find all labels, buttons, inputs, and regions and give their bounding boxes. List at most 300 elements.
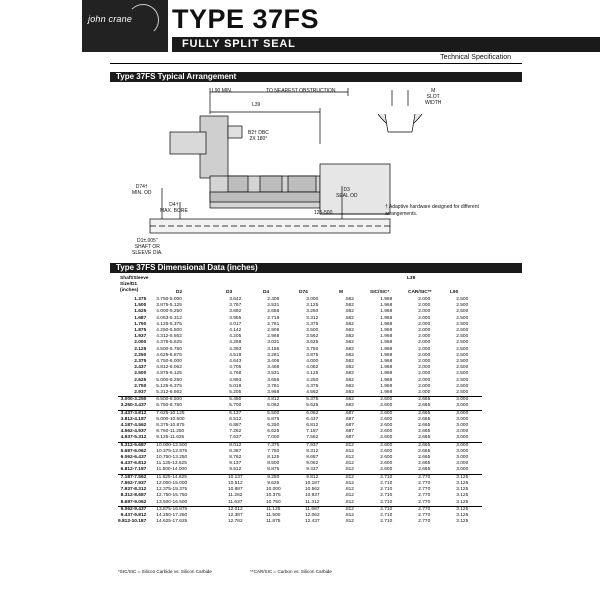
table-cell: 3.000 — [456, 423, 469, 429]
table-cell: .562 — [344, 309, 354, 315]
table-cell: 2.665 — [418, 467, 431, 473]
table-cell: 3.000 — [456, 467, 469, 473]
table-cell: 4.250-5.500 — [156, 328, 182, 334]
header-d2: D2 — [176, 290, 183, 295]
table-cell: 8.687 — [306, 455, 319, 461]
table-cell: 10.750 — [265, 499, 281, 505]
table-cell: 7.187 — [306, 429, 319, 435]
table-cell: 10.562 — [304, 487, 320, 493]
table-cell: 2.600 — [366, 410, 406, 417]
table-cell: 4.812 — [254, 397, 292, 404]
table-cell: 5.700 — [229, 403, 242, 409]
table-cell: 5.625 — [306, 403, 319, 409]
table-cell: .562 — [344, 340, 354, 346]
table-cell: 2.000 — [418, 303, 431, 309]
label-d74: D74† MIN. OD — [132, 184, 152, 196]
table-cell: 1.968 — [380, 365, 393, 371]
table-cell: 3.531 — [267, 371, 280, 377]
table-cell: 2.665 — [418, 403, 431, 409]
table-cell: 3.968 — [267, 390, 280, 396]
label-l39: L39 — [252, 102, 261, 108]
table-cell: 1.968 — [380, 315, 393, 321]
table-row — [118, 435, 482, 442]
header-sic-sic: SIC/SIC* — [370, 290, 390, 295]
table-cell: 2.500 — [456, 309, 469, 315]
table-cell: 3.000 — [456, 403, 469, 409]
table-cell: 9.437 — [306, 467, 319, 473]
table-cell: 2.000 — [418, 390, 431, 396]
table-cell: 2.000 — [418, 371, 431, 377]
table-cell: 8.312-8.687 — [120, 493, 147, 499]
table-cell: 4.625-5.875 — [156, 352, 182, 358]
table-cell: 10.375-12.875 — [156, 448, 188, 454]
table-cell: 4.125 — [306, 371, 319, 377]
table-cell: 3.892 — [229, 309, 242, 315]
table-cell: 12.750-15.750 — [156, 493, 188, 499]
table-cell: 2.770 — [406, 506, 442, 513]
table-cell: 2.937 — [134, 390, 147, 396]
table-cell: 2.500 — [456, 365, 469, 371]
table-cell: 3.125 — [456, 499, 469, 505]
header-d74: D74 — [299, 290, 308, 295]
table-cell: 2.000 — [418, 340, 431, 346]
table-cell: 2.750 — [134, 383, 147, 389]
table-cell: 1.750 — [134, 321, 147, 327]
table-cell: 10.750-13.250 — [156, 455, 188, 461]
table-cell: 2.000 — [418, 315, 431, 321]
table-cell: 3.125 — [456, 519, 469, 525]
table-cell: 2.665 — [418, 423, 431, 429]
table-cell: .812 — [344, 480, 354, 486]
table-cell: 1.875 — [134, 328, 147, 334]
table-cell: 3.000 — [442, 442, 482, 449]
header-l39: L39 — [407, 276, 416, 281]
table-cell: 11.312 — [305, 499, 320, 505]
table-cell: 2.500 — [456, 297, 469, 302]
table-cell: 11.262 — [228, 493, 243, 499]
table-row — [118, 506, 482, 513]
table-cell: .812 — [332, 474, 366, 481]
table-cell: 9.062-9.437 — [118, 506, 148, 513]
table-cell: 2.500 — [456, 321, 469, 327]
table-cell: 1.968 — [380, 303, 393, 309]
table-cell: 6.500-8.500 — [148, 397, 216, 404]
table-cell: 1.968 — [380, 383, 393, 389]
table-cell: 4.375-5.625 — [156, 340, 182, 346]
table-cell: .562 — [344, 390, 354, 396]
table-cell: 1.968 — [380, 297, 393, 302]
table-cell: 2.600 — [380, 461, 393, 467]
table-cell: 11.875 — [266, 519, 281, 525]
table-cell: 2.531 — [267, 303, 280, 309]
table-cell: 3.250-3.437 — [120, 403, 147, 409]
table-cell: 7.937 — [292, 442, 332, 449]
table-cell: 2.500 — [456, 303, 469, 309]
table-cell: 2.000 — [418, 383, 431, 389]
table-cell: 8.500 — [267, 461, 280, 467]
table-cell: 4.812-6.062 — [156, 365, 182, 371]
table-row — [118, 474, 482, 481]
table-cell: 2.770 — [418, 493, 431, 499]
table-cell: 6.250 — [267, 423, 280, 429]
table-cell: 6.062-6.437 — [120, 455, 147, 461]
table-cell: 3.656 — [267, 377, 280, 383]
table-cell: 8.875 — [267, 467, 280, 473]
table-cell: 2.665 — [418, 416, 431, 422]
table-cell: 5.205 — [229, 390, 242, 396]
table-row — [118, 410, 482, 417]
table-cell: 2.500 — [456, 315, 469, 321]
table-cell: 2.770 — [418, 519, 431, 525]
table-cell: 10.887 — [227, 487, 243, 493]
table-cell: 13.875-16.875 — [148, 506, 216, 513]
table-cell: 3.312 — [306, 315, 319, 321]
table-cell: 3.875-5.125 — [156, 303, 182, 309]
table-cell: 2.665 — [418, 435, 431, 441]
table-cell: .562 — [344, 359, 354, 365]
table-cell: 2.665 — [418, 448, 431, 454]
label-nearest-obstruction: TO NEAREST OBSTRUCTION — [266, 88, 336, 94]
table-cell: 2.500 — [456, 390, 469, 396]
table-cell: 9.812-10.187 — [118, 519, 147, 525]
table-cell: 4.518 — [229, 352, 242, 358]
logo-text: john crane — [88, 14, 133, 24]
table-cell: 2.781 — [267, 321, 280, 327]
table-cell: 4.062 — [306, 365, 319, 371]
table-cell: .562 — [344, 377, 354, 383]
table-cell: .562 — [344, 303, 354, 309]
table-cell: 8.387 — [229, 448, 242, 454]
table-cell: 4.187-4.562 — [120, 423, 147, 429]
table-cell: 4.562-4.937 — [120, 429, 147, 435]
table-cell: 2.000 — [418, 346, 431, 352]
table-cell: 12.012 — [216, 506, 254, 513]
table-cell: 4.125-5.375 — [156, 321, 182, 327]
table-cell: 12.062 — [304, 512, 320, 518]
table-cell: 7.562-7.937 — [120, 480, 147, 486]
table-row — [118, 390, 482, 397]
table-cell: 7.000 — [267, 435, 280, 441]
table-cell: 3.875 — [306, 352, 319, 358]
table-cell: .562 — [344, 334, 354, 340]
table-cell: 8.125 — [267, 455, 280, 461]
table-cell: .562 — [344, 315, 354, 321]
table-cell: 2.968 — [267, 334, 280, 340]
table-cell: 13.500-16.500 — [156, 499, 188, 505]
table-cell: 2.665 — [406, 442, 442, 449]
table-cell: 7.625-10.125 — [148, 410, 216, 417]
adaptive-hardware-note: † Adaptive hardware designed for different arrangements. — [385, 204, 479, 217]
table-cell: .812 — [344, 499, 354, 505]
table-cell: 6.625 — [267, 429, 280, 435]
table-cell: 12.437 — [304, 519, 320, 525]
table-cell: 2.600 — [366, 397, 406, 404]
table-cell: 4.393 — [229, 346, 242, 352]
table-cell: 3.000 — [442, 397, 482, 404]
table-cell: 6.437 — [306, 416, 319, 422]
table-cell: 3.468 — [267, 365, 280, 371]
table-cell: 11.625-14.625 — [148, 474, 216, 481]
table-cell: 1.968 — [380, 359, 393, 365]
page-subtitle: FULLY SPLIT SEAL — [182, 38, 296, 50]
table-row — [118, 500, 482, 507]
table-cell: .562 — [344, 346, 354, 352]
table-cell: 4.643 — [229, 359, 242, 365]
table-cell: 4.205 — [229, 334, 242, 340]
table-cell: 14.625-17.625 — [156, 519, 188, 525]
table-cell: 4.017 — [229, 321, 242, 327]
table-cell: 2.437 — [134, 365, 147, 371]
table-cell: 4.937-5.312 — [120, 435, 147, 441]
table-cell: 7.750 — [267, 448, 280, 454]
header-divider — [110, 63, 522, 64]
table-cell: 2.600 — [380, 403, 393, 409]
table-cell: 5.450 — [216, 397, 254, 404]
table-cell: 2.718 — [267, 315, 280, 321]
table-row — [118, 442, 482, 449]
table-cell: 7.262 — [229, 429, 242, 435]
table-cell: 4.312-5.562 — [156, 334, 182, 340]
table-cell: 2.710 — [366, 474, 406, 481]
table-cell: 1.968 — [380, 377, 393, 383]
table-cell: 4.562 — [306, 390, 319, 396]
label-m-slot-width: M SLOT WIDTH — [425, 88, 442, 106]
table-cell: 2.770 — [418, 499, 431, 505]
table-cell: .812 — [344, 493, 354, 499]
table-cell: 2.906 — [267, 328, 280, 334]
label-l90: L90 MIN. — [212, 88, 233, 94]
table-cell: 2.600 — [380, 416, 393, 422]
table-cell: 3.000 — [456, 461, 469, 467]
table-cell: 2.600 — [380, 429, 393, 435]
table-cell: 3.125 — [456, 512, 469, 518]
label-d3: D3 SEAL OD — [336, 187, 358, 199]
table-cell: 3.000-3.250 — [118, 397, 148, 404]
page-title: TYPE 37FS — [172, 4, 320, 34]
table-cell: 9.625 — [267, 480, 280, 486]
table-cell: 4.875-6.125 — [156, 371, 182, 377]
table-cell: 1.968 — [380, 390, 393, 396]
table-cell: 8.000-10.500 — [156, 416, 185, 422]
table-cell: 2.770 — [418, 487, 431, 493]
table-cell: 2.406 — [267, 297, 280, 302]
table-cell: 10.000-12.500 — [148, 442, 216, 449]
table-cell: 2.770 — [418, 512, 431, 518]
table-cell: .812 — [332, 442, 366, 449]
table-cell: 1.968 — [380, 309, 393, 315]
table-cell: 9.437-9.812 — [120, 512, 147, 518]
table-cell: 3.767 — [229, 303, 242, 309]
table-cell: 2.710 — [380, 487, 393, 493]
table-cell: 3.000 — [456, 455, 469, 461]
table-cell: 1.625 — [134, 309, 147, 315]
table-cell: 3.281 — [267, 352, 280, 358]
table-cell: 2.000 — [418, 328, 431, 334]
table-cell: 2.250 — [134, 352, 147, 358]
table-cell: .812 — [344, 461, 354, 467]
table-cell: 1.968 — [380, 328, 393, 334]
table-cell: 2.000 — [134, 340, 147, 346]
table-cell: 7.562 — [306, 435, 319, 441]
table-cell: 4.893 — [229, 377, 242, 383]
table-cell: 11.125 — [254, 506, 292, 513]
table-cell: .562 — [344, 321, 354, 327]
table-cell: 10.512 — [227, 480, 243, 486]
table-cell: 2.500 — [456, 359, 469, 365]
table-cell: 3.406 — [267, 359, 280, 365]
table-cell: 7.637 — [229, 435, 242, 441]
table-cell: 3.562 — [306, 334, 319, 340]
table-cell: 10.000 — [265, 487, 281, 493]
table-cell: 2.000 — [418, 377, 431, 383]
table-cell: 2.770 — [418, 480, 431, 486]
table-cell: 3.955 — [229, 315, 242, 321]
table-cell: .687 — [344, 423, 354, 429]
table-cell: 2.710 — [380, 519, 393, 525]
header-shaft-size: Shaft/Sleeve Size/D1 (inches) — [120, 276, 149, 293]
table-cell: 1.968 — [380, 352, 393, 358]
table-cell: .812 — [344, 448, 354, 454]
table-cell: 3.812-4.187 — [120, 416, 147, 422]
table-row — [118, 467, 482, 474]
table-cell: 2.665 — [418, 461, 431, 467]
table-cell: .812 — [344, 455, 354, 461]
table-cell: 5.375 — [292, 397, 332, 404]
label-d4: D4† MAX. BORE — [160, 202, 188, 214]
footnote-sic: *SIC/SIC = Silicon Carbide vs. Silicon Carbide — [118, 569, 212, 574]
table-cell: 3.125 — [306, 303, 319, 309]
table-cell: 3.250 — [306, 309, 319, 315]
table-cell: .562 — [332, 397, 366, 404]
table-cell: 3.375 — [306, 321, 319, 327]
header-m: M — [339, 290, 343, 295]
table-cell: 2.500 — [456, 371, 469, 377]
table-cell: .812 — [344, 467, 354, 473]
table-cell: 4.268 — [229, 340, 242, 346]
table-cell: 11.500 — [266, 512, 281, 518]
table-cell: 9.125-11.625 — [156, 435, 185, 441]
table-cell: 6.062 — [292, 410, 332, 417]
table-cell: 9.137 — [229, 461, 242, 467]
table-cell: 2.600 — [380, 435, 393, 441]
table-cell: .562 — [344, 328, 354, 334]
table-cell: .562 — [344, 365, 354, 371]
table-cell: 6.812 — [306, 423, 319, 429]
table-cell: 8.762 — [229, 455, 242, 461]
table-cell: 6.887 — [229, 423, 242, 429]
section-arrangement-title: Type 37FS Typical Arrangement — [110, 72, 522, 82]
table-cell: 5.062 — [267, 403, 280, 409]
table-cell: .687 — [344, 435, 354, 441]
table-cell: 5.000-6.250 — [156, 377, 182, 383]
table-cell: 4.000-5.250 — [156, 309, 182, 315]
table-cell: 11.500-14.000 — [156, 467, 187, 473]
table-cell: 8.687-9.062 — [120, 499, 147, 505]
table-cell: 2.500 — [456, 328, 469, 334]
table-cell: 2.770 — [406, 474, 442, 481]
table-cell: 2.665 — [406, 410, 442, 417]
table-cell: 6.137 — [216, 410, 254, 417]
table-cell: 3.781 — [267, 383, 280, 389]
table-cell: 4.500-5.750 — [156, 346, 182, 352]
table-cell: 9.512 — [229, 467, 242, 473]
table-cell: 2.600 — [380, 455, 393, 461]
table-cell: 8.012 — [216, 442, 254, 449]
table-cell: 2.000 — [418, 334, 431, 340]
table-cell: 10.937 — [304, 493, 320, 499]
table-cell: 2.710 — [380, 512, 393, 518]
label-125-500: 125-500 — [314, 210, 333, 216]
table-cell: .812 — [344, 487, 354, 493]
table-cell: 11.125-13.625 — [156, 461, 187, 467]
table-cell: 1.937 — [134, 334, 147, 340]
table-cell: 5.125-6.375 — [156, 383, 182, 389]
table-cell: 5.312-5.687 — [118, 442, 148, 449]
table-cell: 3.125 — [456, 480, 469, 486]
table-cell: 1.375 — [134, 297, 147, 302]
table-cell: .562 — [344, 371, 354, 377]
table-cell: 5.312-6.562 — [156, 390, 182, 396]
table-cell: 3.125 — [442, 506, 482, 513]
label-d1: D1±.005" SHAFT OR SLEEVE DIA. — [132, 238, 163, 256]
table-cell: 5.018 — [229, 383, 242, 389]
table-cell: 2.656 — [267, 309, 280, 315]
table-cell: 10.187 — [304, 480, 320, 486]
table-cell: 6.812-7.187 — [120, 467, 147, 473]
table-cell: 7.937-8.312 — [120, 487, 147, 493]
dimensional-data-table — [118, 297, 482, 525]
table-cell: 3.437-3.812 — [118, 410, 148, 417]
table-cell: 3.125 — [456, 493, 469, 499]
table-cell: 3.000 — [456, 448, 469, 454]
table-cell: 6.437-6.812 — [120, 461, 147, 467]
table-cell: 6.512 — [229, 416, 242, 422]
table-cell: 12.387 — [227, 512, 243, 518]
table-cell: 2.000 — [418, 321, 431, 327]
table-cell: 2.710 — [366, 506, 406, 513]
table-cell: 6.750-8.750 — [156, 403, 182, 409]
table-cell: 5.875 — [267, 416, 280, 422]
table-cell: 2.000 — [418, 309, 431, 315]
table-cell: 9.062 — [306, 461, 319, 467]
table-cell: .687 — [332, 410, 366, 417]
table-cell: 5.500 — [254, 410, 292, 417]
table-cell: 2.500 — [456, 377, 469, 383]
table-cell: 3.500 — [306, 328, 319, 334]
table-cell: 1.968 — [380, 321, 393, 327]
table-cell: 7.375 — [254, 442, 292, 449]
table-cell: 2.500 — [456, 383, 469, 389]
table-cell: 14.250-17.250 — [156, 512, 188, 518]
table-cell: 1.500 — [134, 303, 147, 309]
table-cell: 10.375 — [265, 493, 281, 499]
table-cell: 8.375-10.875 — [156, 423, 185, 429]
table-cell: .812 — [332, 506, 366, 513]
table-row — [118, 403, 482, 410]
table-cell: 10.137 — [216, 474, 254, 481]
table-cell: 2.375 — [134, 359, 147, 365]
table-cell: 2.500 — [134, 371, 147, 377]
table-cell: 1.968 — [380, 346, 393, 352]
table-cell: .687 — [344, 416, 354, 422]
table-cell: 4.000 — [306, 359, 319, 365]
table-cell: 12.000-15.000 — [156, 480, 188, 486]
table-cell: 8.312 — [306, 448, 319, 454]
table-cell: 3.642 — [229, 297, 242, 302]
table-cell: 2.500 — [456, 334, 469, 340]
table-cell: 12.762 — [227, 519, 243, 525]
table-cell: 2.600 — [366, 442, 406, 449]
